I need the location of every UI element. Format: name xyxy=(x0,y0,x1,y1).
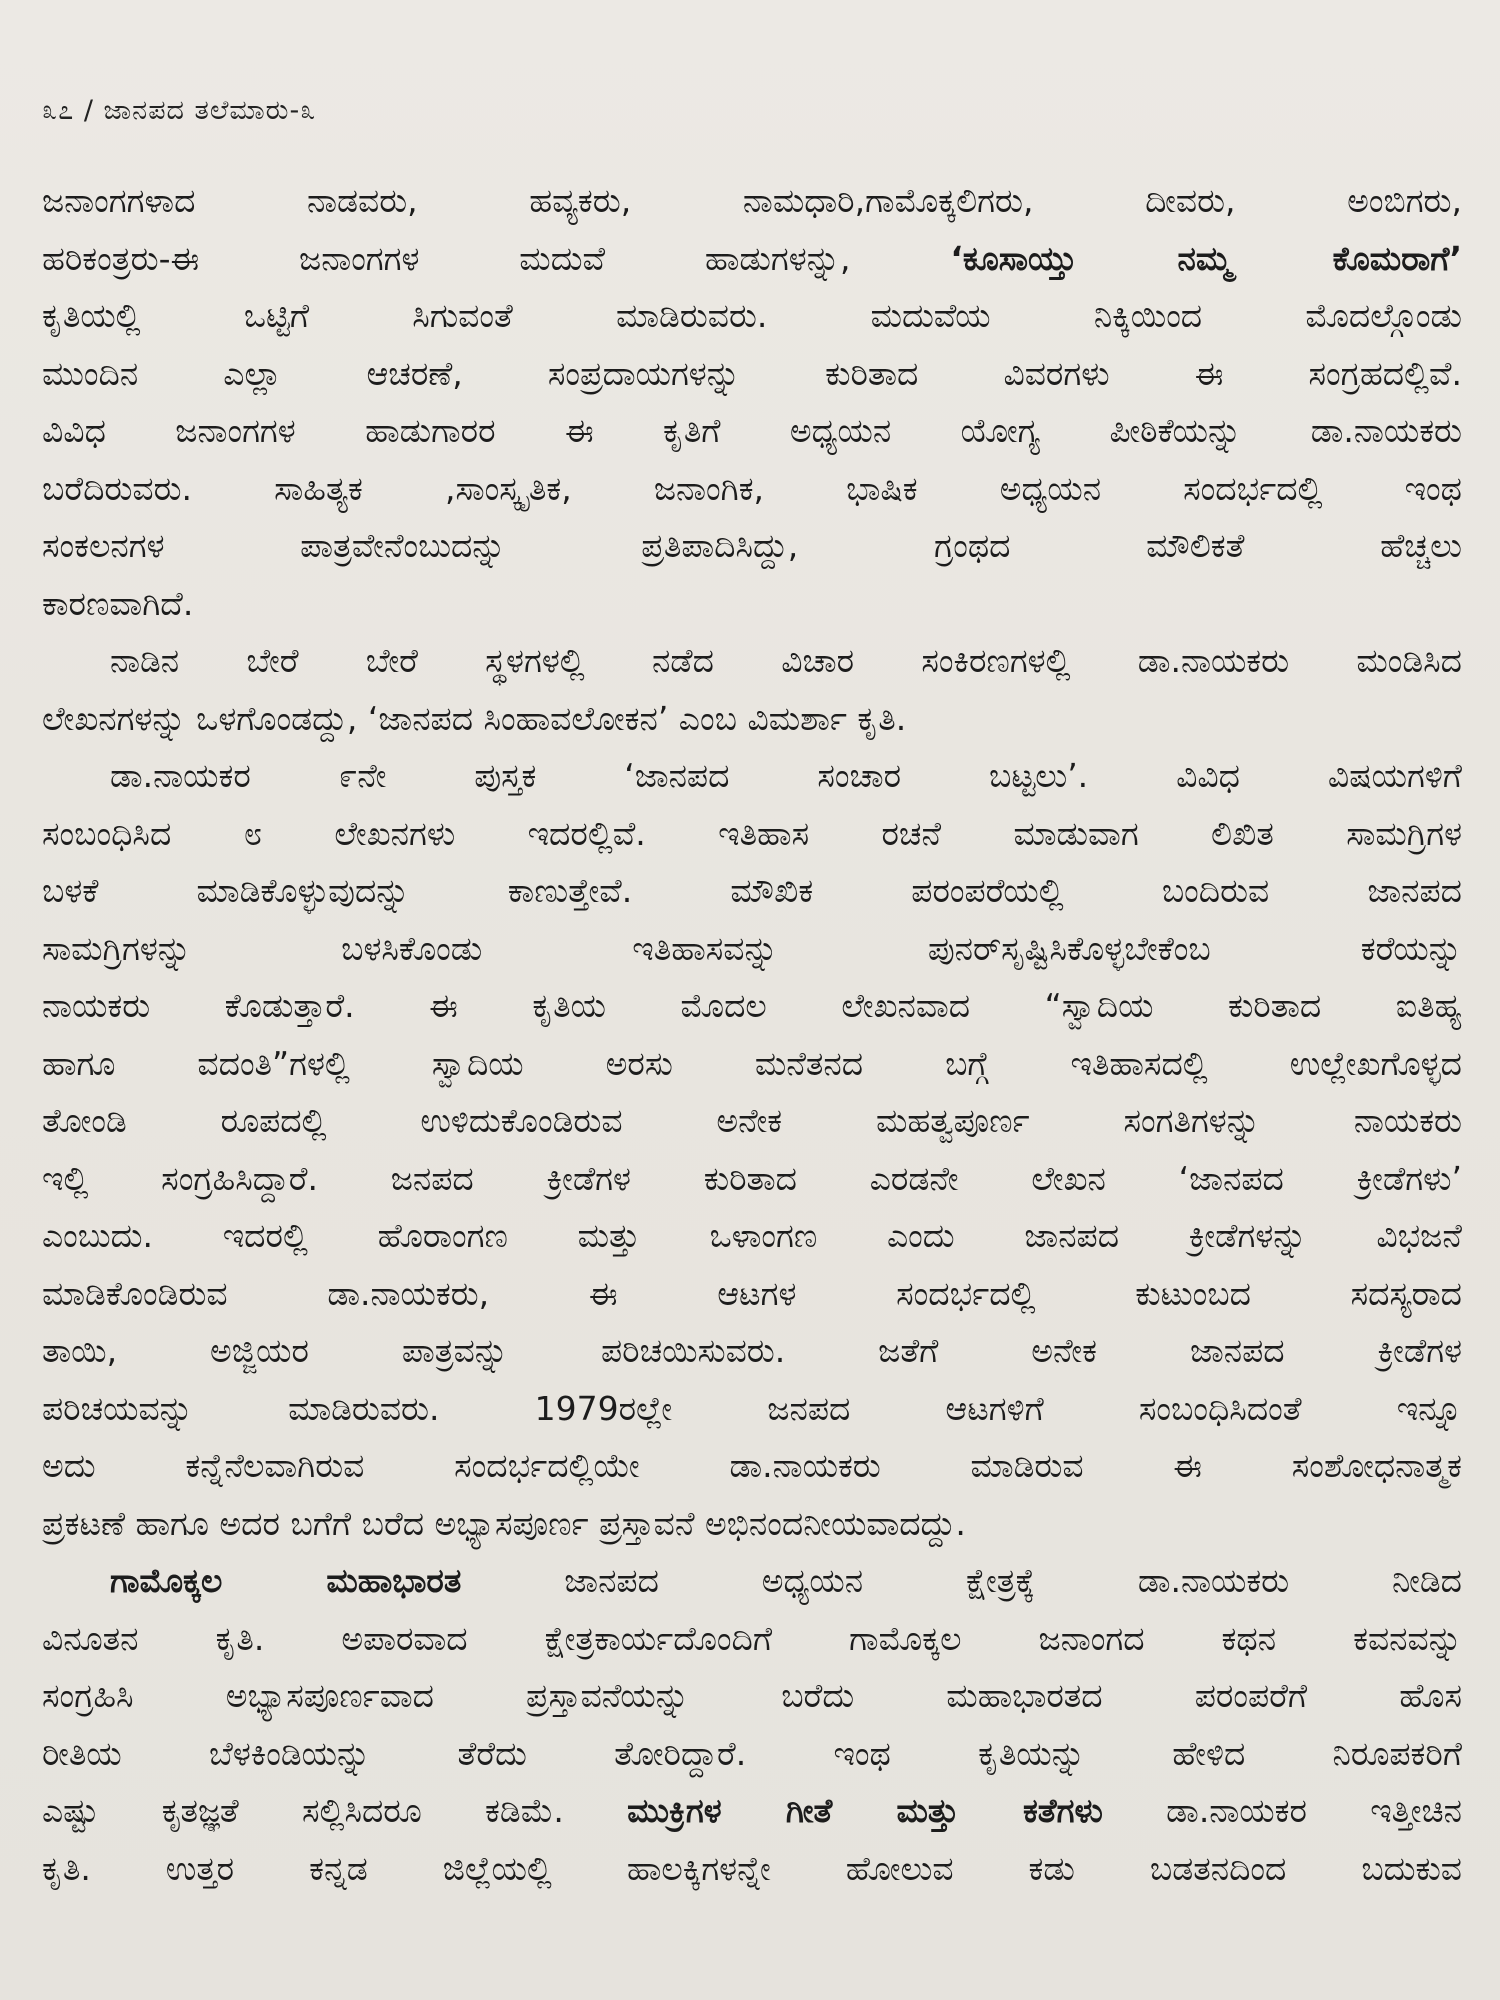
text-line: ಎಂಬುದು. ಇದರಲ್ಲಿ ಹೊರಾಂಗಣ ಮತ್ತು ಒಳಾಂಗಣ ಎಂದು ಜಾನಪದ ಕ್ರೀಡೆಗಳನ್ನು ವಿಭಜನೆ xyxy=(42,1216,1462,1255)
text-line: ಮಾಡಿಕೊಂಡಿರುವ ಡಾ.ನಾಯಕರು, ಈ ಆಟಗಳ ಸಂದರ್ಭದಲ್ಲಿ ಕುಟುಂಬದ ಸದಸ್ಯರಾದ xyxy=(42,1273,1462,1313)
text-line: ಅದು ಕನ್ನೆನೆಲವಾಗಿರುವ ಸಂದರ್ಭದಲ್ಲಿಯೇ ಡಾ.ನಾಯಕರು ಮಾಡಿರುವ ಈ ಸಂಶೋಧನಾತ್ಮಕ xyxy=(42,1446,1462,1485)
text-line xyxy=(42,230,1462,288)
text-line: ಪರಿಚಯವನ್ನು ಮಾಡಿರುವರು. 1979ರಲ್ಲೇ ಜನಪದ ಆಟಗಳಿಗೆ ಸಂಬಂಧಿಸಿದಂತೆ ಇನ್ನೂ xyxy=(42,1388,1462,1428)
text-line: ಲೇಖನಗಳನ್ನು ಒಳಗೊಂಡದ್ದು, ‘ಜಾನಪದ ಸಿಂಹಾವಲೋಕನ’ ಎಂಬ ವಿಮರ್ಶಾ ಕೃತಿ. xyxy=(42,698,907,738)
text-line: ಇಲ್ಲಿ ಸಂಗ್ರಹಿಸಿದ್ದಾರೆ. ಜನಪದ ಕ್ರೀಡೆಗಳ ಕುರಿತಾದ ಎರಡನೇ ಲೇಖನ ‘ಜಾನಪದ ಕ್ರೀಡೆಗಳು’ xyxy=(42,1158,1462,1198)
text-span: ಹರಿಕಂತ್ರರು-ಈ ಜನಾಂಗಗಳ ಮದುವೆ ಹಾಡುಗಳನ್ನು, xyxy=(42,238,951,278)
book-title-bold: ಗಾಮೊಕ್ಕಲ ಮಹಾಭಾರತ xyxy=(110,1561,462,1600)
text-line: ಮುಂದಿನ ಎಲ್ಲಾ ಆಚರಣೆ, ಸಂಪ್ರದಾಯಗಳನ್ನು ಕುರಿತಾದ ವಿವರಗಳು ಈ ಸಂಗ್ರಹದಲ್ಲಿವೆ. xyxy=(42,353,1462,393)
text-line xyxy=(42,1552,1462,1610)
text-line xyxy=(42,1782,1462,1840)
text-line: ಪ್ರಕಟಣೆ ಹಾಗೂ ಅದರ ಬಗೆಗೆ ಬರೆದ ಅಭ್ಯಾಸಪೂರ್ಣ ಪ್ರಸ್ತಾವನೆ ಅಭಿನಂದನೀಯವಾದದ್ದು. xyxy=(42,1503,966,1543)
text-line: ತೋಂಡಿ ರೂಪದಲ್ಲಿ ಉಳಿದುಕೊಂಡಿರುವ ಅನೇಕ ಮಹತ್ವಪೂರ್ಣ ಸಂಗತಿಗಳನ್ನು ನಾಯಕರು xyxy=(42,1101,1462,1140)
text-line: ಜನಾಂಗಗಳಾದ ನಾಡವರು, ಹವ್ಯಕರು, ನಾಮಧಾರಿ,ಗಾಮೊಕ್ಕಲಿಗರು, ದೀವರು, ಅಂಬಿಗರು, xyxy=(42,181,1462,220)
text-line: ಸಂಗ್ರಹಿಸಿ ಅಭ್ಯಾಸಪೂರ್ಣವಾದ ಪ್ರಸ್ತಾವನೆಯನ್ನು ಬರೆದು ಮಹಾಭಾರತದ ಪರಂಪರೆಗೆ ಹೊಸ xyxy=(42,1676,1462,1715)
text-span: ಎಷ್ಟು ಕೃತಜ್ಞತೆ ಸಲ್ಲಿಸಿದರೂ ಕಡಿಮೆ. xyxy=(42,1791,628,1830)
text-line: ರೀತಿಯ ಬೆಳಕಿಂಡಿಯನ್ನು ತೆರೆದು ತೋರಿದ್ದಾರೆ. ಇಂಥ ಕೃತಿಯನ್ನು ಹೇಳಿದ ನಿರೂಪಕರಿಗೆ xyxy=(42,1733,1462,1773)
text-line: ಕೃತಿಯಲ್ಲಿ ಒಟ್ಟಿಗೆ ಸಿಗುವಂತೆ ಮಾಡಿರುವರು. ಮದುವೆಯ ನಿಕ್ಕಿಯಿಂದ ಮೊದಲ್ಗೊಂಡು xyxy=(42,296,1462,335)
book-title-bold: ‘ಕೂಸಾಯ್ತು ನಮ್ಮ ಕೊಮರಾಗೆ’ xyxy=(950,238,1462,278)
book-title-bold: ಮುಕ್ರಿಗಳ ಗೀತೆ ಮತ್ತು ಕತೆಗಳು xyxy=(627,1791,1103,1830)
text-line: ವಿವಿಧ ಜನಾಂಗಗಳ ಹಾಡುಗಾರರ ಈ ಕೃತಿಗೆ ಅಧ್ಯಯನ ಯೋಗ್ಯ ಪೀಠಿಕೆಯನ್ನು ಡಾ.ನಾಯಕರು xyxy=(42,411,1462,450)
text-line: ಸಾಮಗ್ರಿಗಳನ್ನು ಬಳಸಿಕೊಂಡು ಇತಿಹಾಸವನ್ನು ಪುನರ್‌ಸೃಷ್ಟಿಸಿಕೊಳ್ಳಬೇಕೆಂಬ ಕರೆಯನ್ನು xyxy=(42,928,1462,968)
paragraph-4 xyxy=(42,1552,1462,1897)
text-span: ಜಾನಪದ ಅಧ್ಯಯನ ಕ್ಷೇತ್ರಕ್ಕೆ ಡಾ.ನಾಯಕರು ನೀಡಿದ xyxy=(461,1561,1462,1600)
paragraph-2 xyxy=(42,632,1462,747)
paragraph-1 xyxy=(42,172,1462,632)
text-line: ಬಳಕೆ ಮಾಡಿಕೊಳ್ಳುವುದನ್ನು ಕಾಣುತ್ತೇವೆ. ಮೌಖಿಕ ಪರಂಪರೆಯಲ್ಲಿ ಬಂದಿರುವ ಜಾನಪದ xyxy=(42,871,1462,910)
text-line: ಡಾ.ನಾಯಕರ ೯ನೇ ಪುಸ್ತಕ ‘ಜಾನಪದ ಸಂಚಾರ ಬಟ್ಟಲು’. ವಿವಿಧ ವಿಷಯಗಳಿಗೆ xyxy=(110,756,1462,795)
running-header: ೩೭ / ಜಾನಪದ ತಲೆಮಾರು-೩ xyxy=(42,95,317,126)
text-line: ಕೃತಿ. ಉತ್ತರ ಕನ್ನಡ ಜಿಲ್ಲೆಯಲ್ಲಿ ಹಾಲಕ್ಕಿಗಳನ್ನೇ ಹೋಲುವ ಕಡು ಬಡತನದಿಂದ ಬದುಕುವ xyxy=(42,1848,1462,1888)
text-line: ಸಂಕಲನಗಳ ಪಾತ್ರವೇನೆಂಬುದನ್ನು ಪ್ರತಿಪಾದಿಸಿದ್ದು, ಗ್ರಂಥದ ಮೌಲಿಕತೆ ಹೆಚ್ಚಲು xyxy=(42,526,1462,565)
text-line: ಬರೆದಿರುವರು. ಸಾಹಿತ್ಯಕ ,ಸಾಂಸ್ಕೃತಿಕ, ಜನಾಂಗಿಕ, ಭಾಷಿಕ ಅಧ್ಯಯನ ಸಂದರ್ಭದಲ್ಲಿ ಇಂಥ xyxy=(42,468,1462,508)
body-text xyxy=(42,172,1462,1897)
text-line: ಹಾಗೂ ವದಂತಿ”ಗಳಲ್ಲಿ ಸ್ವಾದಿಯ ಅರಸು ಮನೆತನದ ಬಗ್ಗೆ ಇತಿಹಾಸದಲ್ಲಿ ಉಲ್ಲೇಖಗೊಳ್ಳದ xyxy=(42,1043,1462,1083)
text-line: ಸಂಬಂಧಿಸಿದ ೮ ಲೇಖನಗಳು ಇದರಲ್ಲಿವೆ. ಇತಿಹಾಸ ರಚನೆ ಮಾಡುವಾಗ ಲಿಖಿತ ಸಾಮಗ್ರಿಗಳ xyxy=(42,813,1462,853)
text-line: ನಾಡಿನ ಬೇರೆ ಬೇರೆ ಸ್ಥಳಗಳಲ್ಲಿ ನಡೆದ ವಿಚಾರ ಸಂಕಿರಣಗಳಲ್ಲಿ ಡಾ.ನಾಯಕರು ಮಂಡಿಸಿದ xyxy=(110,641,1462,680)
text-line: ನಾಯಕರು ಕೊಡುತ್ತಾರೆ. ಈ ಕೃತಿಯ ಮೊದಲ ಲೇಖನವಾದ “ಸ್ವಾದಿಯ ಕುರಿತಾದ ಐತಿಹ್ಯ xyxy=(42,986,1462,1025)
text-line: ತಾಯಿ, ಅಜ್ಜಿಯರ ಪಾತ್ರವನ್ನು ಪರಿಚಯಿಸುವರು. ಜತೆಗೆ ಅನೇಕ ಜಾನಪದ ಕ್ರೀಡೆಗಳ xyxy=(42,1331,1462,1370)
text-span: ಡಾ.ನಾಯಕರ ಇತ್ತೀಚಿನ xyxy=(1102,1791,1462,1830)
text-line: ವಿನೂತನ ಕೃತಿ. ಅಪಾರವಾದ ಕ್ಷೇತ್ರಕಾರ್ಯದೊಂದಿಗೆ ಗಾಮೊಕ್ಕಲ ಜನಾಂಗದ ಕಥನ ಕವನವನ್ನು xyxy=(42,1618,1462,1658)
text-line: ಕಾರಣವಾಗಿದೆ. xyxy=(42,583,194,623)
paragraph-3 xyxy=(42,747,1462,1552)
